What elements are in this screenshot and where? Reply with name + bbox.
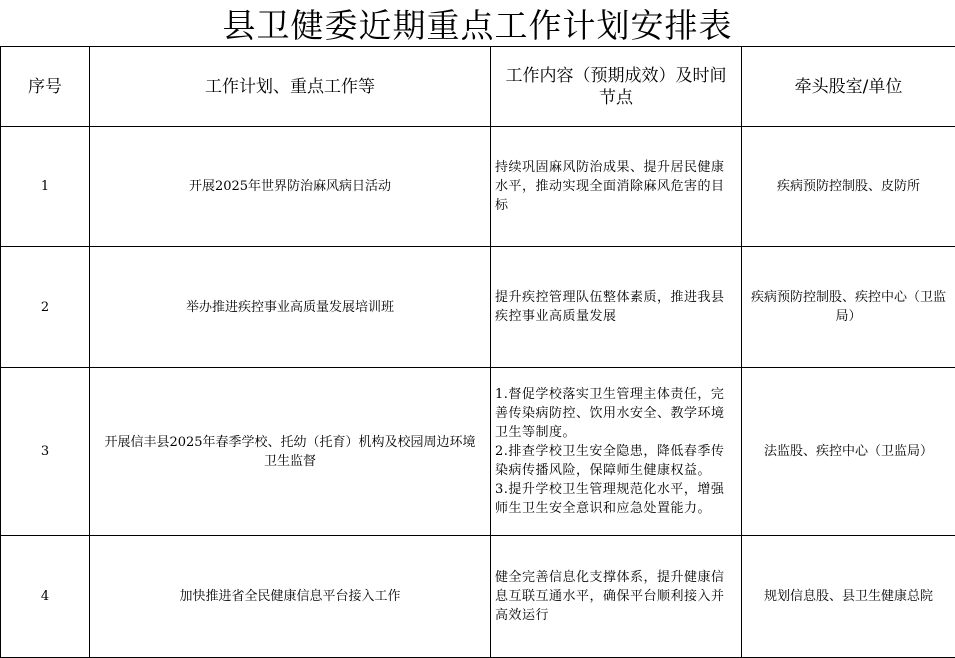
header-index: 序号 [1, 47, 90, 127]
row-unit: 规划信息股、县卫生健康总院 [742, 536, 955, 658]
row-content: 健全完善信息化支撑体系，提升健康信息互联互通水平，确保平台顺利接入并高效运行 [491, 536, 742, 658]
row-task: 开展信丰县2025年春季学校、托幼（托育）机构及校园周边环境卫生监督 [90, 368, 491, 536]
table-row [1, 127, 955, 247]
row-content: 持续巩固麻风防治成果、提升居民健康水平，推动实现全面消除麻风危害的目标 [491, 127, 742, 247]
row-unit: 法监股、疾控中心（卫监局） [742, 368, 955, 536]
row-index: 1 [1, 127, 90, 247]
content-item: 3.提升学校卫生管理规范化水平，增强师生卫生安全意识和应急处置能力。 [495, 480, 737, 518]
row-index: 3 [1, 368, 90, 536]
header-content: 工作内容（预期成效）及时间节点 [491, 47, 742, 127]
table-row [1, 368, 955, 536]
row-task: 举办推进疾控事业高质量发展培训班 [90, 247, 491, 368]
row-unit: 疾病预防控制股、皮防所 [742, 127, 955, 247]
content-item: 2.排查学校卫生安全隐患，降低春季传染病传播风险，保障师生健康权益。 [495, 442, 737, 480]
page-title: 县卫健委近期重点工作计划安排表 [0, 0, 955, 46]
row-task: 加快推进省全民健康信息平台接入工作 [90, 536, 491, 658]
row-index: 2 [1, 247, 90, 368]
table-row [1, 247, 955, 368]
row-unit: 疾病预防控制股、疾控中心（卫监局） [742, 247, 955, 368]
header-unit: 牵头股室/单位 [742, 47, 955, 127]
header-task: 工作计划、重点工作等 [90, 47, 491, 127]
header-row [1, 47, 955, 127]
row-content: 提升疾控管理队伍整体素质，推进我县疾控事业高质量发展 [491, 247, 742, 368]
content-item: 1.督促学校落实卫生管理主体责任，完善传染病防控、饮用水安全、教学环境卫生等制度。 [495, 385, 737, 442]
row-content [491, 368, 742, 536]
row-task: 开展2025年世界防治麻风病日活动 [90, 127, 491, 247]
table-row [1, 536, 955, 658]
row-index: 4 [1, 536, 90, 658]
work-plan-table [0, 46, 955, 658]
